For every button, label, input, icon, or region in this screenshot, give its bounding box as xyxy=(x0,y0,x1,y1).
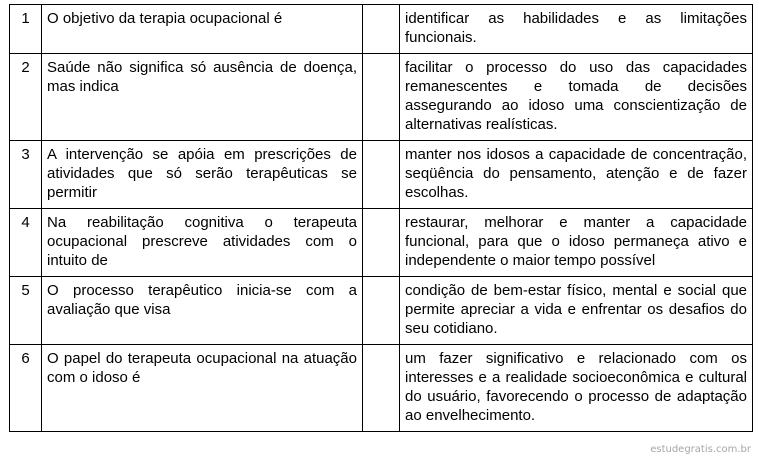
table-row xyxy=(10,5,753,54)
row-number: 3 xyxy=(10,141,42,209)
answer-blank-cell xyxy=(363,54,400,141)
row-number: 1 xyxy=(10,5,42,54)
table-row xyxy=(10,141,753,209)
statement-cell: Saúde não significa só ausência de doença, mas indica xyxy=(42,54,363,141)
matching-table xyxy=(9,4,753,432)
answer-blank-cell xyxy=(363,209,400,277)
completion-cell: facilitar o processo do uso das capacidades remanescentes e tomada de decisões assegurando ao idoso uma conscientização de alternativas realísticas. xyxy=(400,54,753,141)
answer-blank-cell xyxy=(363,277,400,345)
table-row xyxy=(10,209,753,277)
statement-cell: Na reabilitação cognitiva o terapeuta ocupacional prescreve atividades com o intuito de xyxy=(42,209,363,277)
statement-cell: O papel do terapeuta ocupacional na atuação com o idoso é xyxy=(42,345,363,432)
statement-cell: O objetivo da terapia ocupacional é xyxy=(42,5,363,54)
row-number: 6 xyxy=(10,345,42,432)
answer-blank-cell xyxy=(363,141,400,209)
completion-cell: um fazer significativo e relacionado com os interesses e a realidade socioeconômica e cultural do usuário, favorecendo o processo de adaptação ao envelhecimento. xyxy=(400,345,753,432)
answer-blank-cell xyxy=(363,345,400,432)
row-number: 5 xyxy=(10,277,42,345)
table-row xyxy=(10,277,753,345)
table-row xyxy=(10,345,753,432)
statement-cell: A intervenção se apóia em prescrições de atividades que só serão terapêuticas se permitir xyxy=(42,141,363,209)
statement-cell: O processo terapêutico inicia-se com a avaliação que visa xyxy=(42,277,363,345)
watermark: estudegratis.com.br xyxy=(650,444,751,455)
row-number: 4 xyxy=(10,209,42,277)
completion-cell: manter nos idosos a capacidade de concentração, seqüência do pensamento, atenção e de fazer escolhas. xyxy=(400,141,753,209)
answer-blank-cell xyxy=(363,5,400,54)
completion-cell: condição de bem-estar físico, mental e social que permite apreciar a vida e enfrentar os desafios do seu cotidiano. xyxy=(400,277,753,345)
row-number: 2 xyxy=(10,54,42,141)
completion-cell: identificar as habilidades e as limitações funcionais. xyxy=(400,5,753,54)
table-row xyxy=(10,54,753,141)
completion-cell: restaurar, melhorar e manter a capacidade funcional, para que o idoso permaneça ativo e independente o maior tempo possível xyxy=(400,209,753,277)
